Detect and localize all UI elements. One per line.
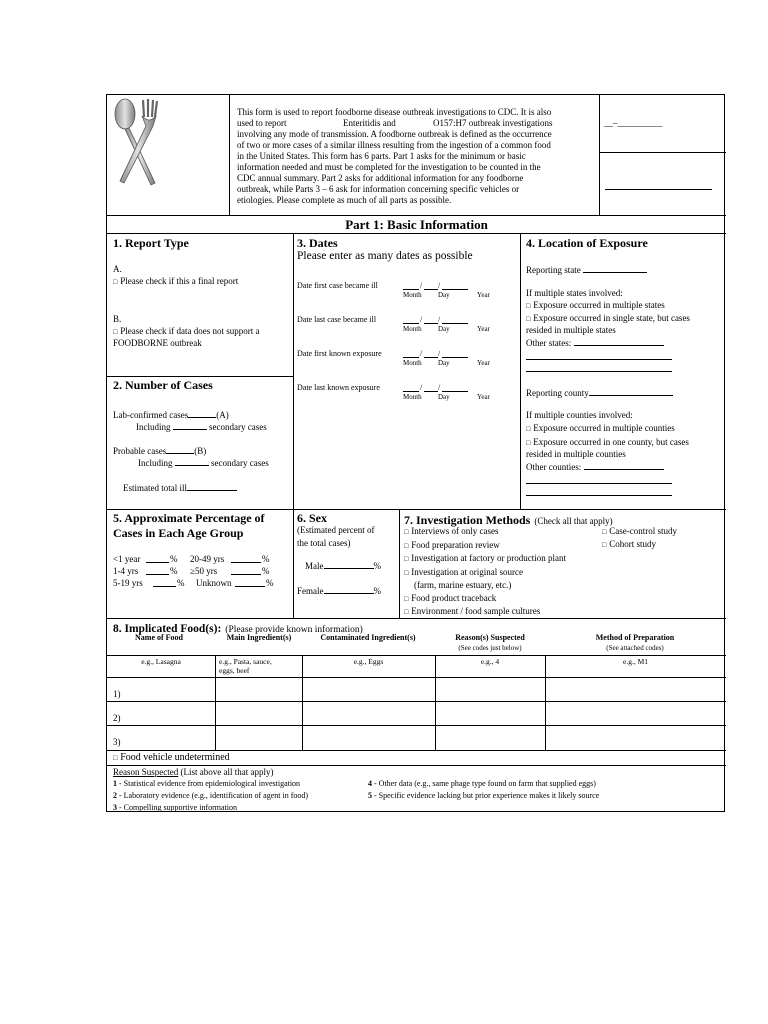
date-segment[interactable] (442, 357, 468, 358)
col-header-main: Main Ingredient(s) (226, 633, 292, 642)
report-type-b-label: B. (113, 314, 122, 324)
sex-subtitle: (Estimated percent of the total cases) (297, 525, 375, 548)
col-subheader-reason: (See codes just below) (458, 644, 522, 652)
date-segment[interactable] (424, 357, 438, 358)
lab-confirmed-field[interactable]: Lab-confirmed cases (A) (113, 410, 229, 420)
reason-codes-left: 1 - Statistical evidence from epidemiological investigation 2 - Laboratory evidence (e.g., identification of agent in food) 3 - Compelling supportive information (113, 779, 309, 812)
estimated-total-field[interactable]: Estimated total ill (123, 482, 237, 494)
date-separator: / (420, 349, 423, 358)
date-segment[interactable] (442, 323, 468, 324)
date-separator: / (438, 349, 441, 358)
checkbox-icon[interactable]: □ (113, 754, 118, 762)
food-row-1[interactable]: 1) (113, 689, 121, 699)
other-states-line[interactable] (526, 359, 672, 360)
state-id-field[interactable] (605, 189, 712, 190)
reporting-county-field[interactable]: Reporting county (526, 387, 673, 399)
food-row-3[interactable]: 3) (113, 737, 121, 747)
probable-cases-field[interactable]: Probable cases (B) (113, 446, 207, 456)
col-header-contaminated: Contaminated Ingredient(s) (320, 633, 416, 642)
date-segment[interactable] (442, 391, 468, 392)
probable-secondary-field[interactable]: Including secondary cases (138, 458, 269, 468)
foods-title: 8. Implicated Food(s): (Please provide known information) (113, 623, 363, 635)
date-segment[interactable] (403, 289, 419, 290)
method-environment-checkbox[interactable]: □ Environment / food sample cultures (404, 606, 541, 616)
date-segment[interactable] (424, 391, 438, 392)
example-method: e.g., M1 (623, 657, 648, 666)
other-counties-field[interactable]: Other counties: (526, 461, 664, 473)
date-separator: / (420, 281, 423, 290)
date-separator: / (438, 383, 441, 392)
female-percent-field[interactable]: Female % (297, 586, 381, 596)
date-month-caption: Month (403, 291, 422, 299)
date-segment[interactable] (424, 323, 438, 324)
date-segment[interactable] (442, 289, 468, 290)
date-day-caption: Day (438, 291, 450, 299)
date-separator: / (420, 383, 423, 392)
fork-spoon-logo-icon (109, 97, 169, 187)
checkbox-icon[interactable]: □ (526, 302, 531, 310)
checkbox-icon[interactable]: □ (602, 528, 607, 536)
col-header-reason: Reason(s) Suspected (455, 633, 525, 642)
col-header-name: Name of Food (135, 633, 183, 642)
checkbox-icon[interactable]: □ (404, 568, 409, 577)
date-last-ill-label: Date last case became ill (297, 315, 377, 324)
checkbox-icon[interactable]: □ (404, 528, 409, 536)
method-source-checkbox[interactable]: □ Investigation at original source (404, 566, 523, 577)
date-day-caption: Day (438, 325, 450, 333)
checkbox-icon[interactable]: □ (526, 439, 531, 447)
date-separator: / (420, 315, 423, 324)
date-day-caption: Day (438, 393, 450, 401)
method-food-prep-checkbox[interactable]: □ Food preparation review (404, 539, 500, 550)
checkbox-icon[interactable]: □ (404, 608, 409, 616)
food-row-2[interactable]: 2) (113, 713, 121, 723)
date-month-caption: Month (403, 393, 422, 401)
col-subheader-method: (See attached codes) (606, 644, 664, 652)
intro-text: This form is used to report foodborne disease outbreak investigations to CDC. It is also used to report Enteritidis and O157:H7 outbreak investigations involving any mode of transmission. A foodborne outbreak is defined as the occurrence of two or more cases of a similar illness resulting from the ingestion of a common food in the United States. This form has 6 parts. Part 1 asks for the minimum or basic information needed and must be completed for the investigation to be counted in the CDC annual summary. Part 2 asks for additional information for any foodborne outbreak, while Parts 3 – 6 ask for information concerning specific vehicles or etiologies. Please complete as much of all parts as possible. (237, 107, 553, 205)
date-segment[interactable] (403, 357, 419, 358)
date-year-caption: Year (477, 291, 490, 299)
checkbox-icon[interactable]: □ (602, 541, 607, 549)
example-reason: e.g., 4 (480, 657, 500, 666)
dates-subtitle: Please enter as many dates as possible (297, 250, 473, 262)
multi-counties-label: If multiple counties involved: (526, 410, 633, 420)
method-case-control-checkbox[interactable]: □ Case-control study (602, 526, 677, 536)
location-title: 4. Location of Exposure (526, 236, 648, 250)
other-states-field[interactable]: Other states: (526, 337, 664, 349)
report-type-title: 1. Report Type (113, 236, 189, 250)
part1-title: Part 1: Basic Information (345, 217, 488, 232)
lab-secondary-field[interactable]: Including secondary cases (136, 422, 267, 432)
male-percent-field[interactable]: Male % (305, 561, 381, 571)
outbreak-report-form (106, 94, 725, 812)
date-month-caption: Month (403, 325, 422, 333)
checkbox-icon[interactable]: □ (526, 315, 531, 323)
date-first-ill-label: Date first case became ill (297, 281, 378, 290)
date-year-caption: Year (477, 359, 490, 367)
date-month-caption: Month (403, 359, 422, 367)
date-day-caption: Day (438, 359, 450, 367)
other-states-line[interactable] (526, 371, 672, 372)
age-group-fields[interactable]: <1 year % 20-49 yrs % 1-4 yrs % ≥50 yrs % 5-19 yrs % Unknown % (113, 554, 274, 588)
multi-states-checkbox[interactable]: □ Exposure occurred in multiple states (526, 300, 665, 310)
cases-title: 2. Number of Cases (113, 378, 213, 392)
methods-title: 7. Investigation Methods (Check all that apply) (404, 513, 613, 527)
checkbox-icon[interactable]: □ (526, 425, 531, 433)
multi-states-label: If multiple states involved: (526, 288, 623, 298)
report-type-a-label: A. (113, 264, 122, 274)
single-state-checkbox[interactable]: □ Exposure occurred in single state, but cases resided in multiple states (526, 313, 690, 335)
method-factory-checkbox[interactable]: □ Investigation at factory or production plant (404, 553, 566, 563)
method-traceback-checkbox[interactable]: □ Food product traceback (404, 592, 497, 603)
checkbox-icon[interactable]: □ (404, 555, 409, 563)
date-year-caption: Year (477, 325, 490, 333)
date-segment[interactable] (403, 323, 419, 324)
final-report-checkbox[interactable]: □ Please check if this a final report (113, 276, 239, 286)
sex-title: 6. Sex (297, 511, 327, 525)
checkbox-icon[interactable]: □ (113, 328, 118, 336)
other-counties-line[interactable] (526, 483, 672, 484)
reason-legend-title: Reason Suspected (List above all that apply) (113, 767, 274, 777)
multi-counties-checkbox[interactable]: □ Exposure occurred in multiple counties (526, 423, 675, 433)
checkbox-icon[interactable]: □ (404, 541, 409, 550)
outbreak-id-field[interactable]: __–__________ (604, 118, 663, 128)
method-cohort-checkbox[interactable]: □ Cohort study (602, 539, 656, 549)
date-segment[interactable] (403, 391, 419, 392)
one-county-checkbox[interactable]: □ Exposure occurred in one county, but cases resided in multiple counties (526, 437, 689, 459)
other-counties-line[interactable] (526, 495, 672, 496)
checkbox-icon[interactable]: □ (113, 278, 118, 286)
example-main: e.g., Pasta, sauce, eggs, beef (219, 657, 272, 675)
example-name: e.g., Lasagna (141, 657, 181, 666)
date-segment[interactable] (424, 289, 438, 290)
dates-title: 3. Dates (297, 236, 338, 250)
method-interviews-checkbox[interactable]: □ Interviews of only cases (404, 526, 499, 536)
date-year-caption: Year (477, 393, 490, 401)
col-header-method: Method of Preparation (595, 633, 675, 642)
date-first-exposure-label: Date first known exposure (297, 349, 382, 358)
date-last-exposure-label: Date last known exposure (297, 383, 380, 392)
date-separator: / (438, 315, 441, 324)
not-foodborne-checkbox[interactable]: □ Please check if data does not support a FOODBORNE outbreak (113, 326, 260, 348)
reason-codes-right: 4 - Other data (e.g., same phage type found on farm that supplied eggs) 5 - Specific evidence lacking but prior experience makes it likely source (368, 779, 600, 800)
methods-list: □ Interviews of only cases □ Food preparation review □ Investigation at factory or production plant □ Investigation at original source (farm, marine estuary, etc.) □ Food product traceback □ Environment / food sample cultures (404, 526, 566, 616)
example-contaminated: e.g., Eggs (353, 657, 384, 666)
food-undetermined-checkbox[interactable]: □ Food vehicle undetermined (113, 752, 230, 763)
reporting-state-field[interactable]: Reporting state (526, 264, 647, 276)
age-title: 5. Approximate Percentage of Cases in Each Age Group (113, 511, 265, 540)
date-separator: / (438, 281, 441, 290)
checkbox-icon[interactable]: □ (404, 594, 409, 603)
